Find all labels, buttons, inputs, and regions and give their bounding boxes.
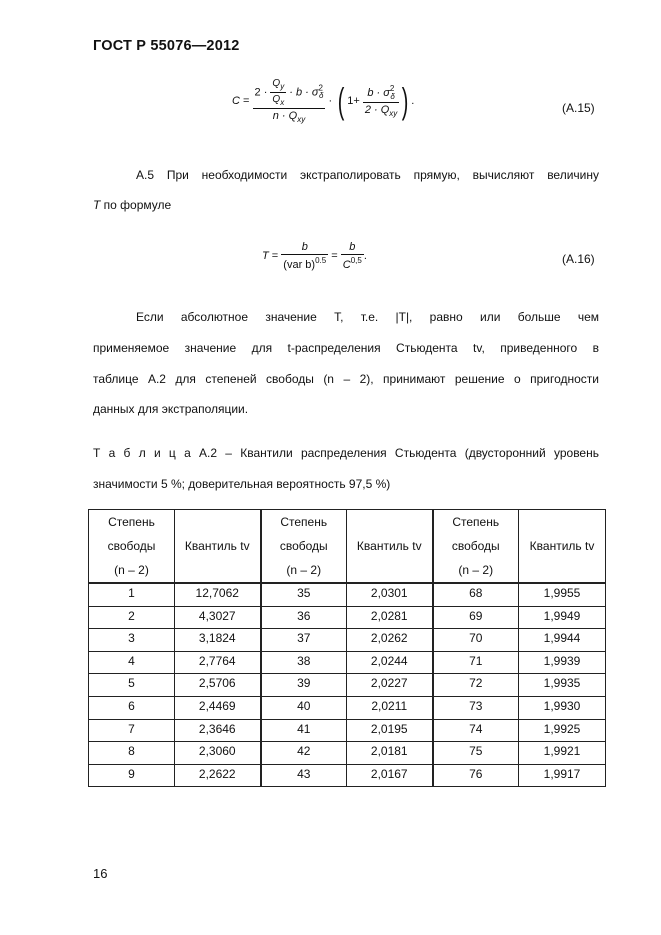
df-cell: 2 bbox=[89, 606, 175, 629]
df-cell: 41 bbox=[261, 719, 347, 742]
formula-a16-fraction2: $\frac{b}{C^{0,5}}$ bbox=[342, 241, 362, 271]
formula-a15 bbox=[232, 78, 414, 124]
df-cell: 6 bbox=[89, 696, 175, 719]
formula-a15-one-plus: 1+ bbox=[347, 94, 360, 107]
df-cell: 42 bbox=[261, 742, 347, 765]
header-quantile-3: Квантиль tv bbox=[519, 510, 606, 584]
quantile-cell: 1,9944 bbox=[519, 629, 606, 652]
df-cell: 36 bbox=[261, 606, 347, 629]
df-cell: 1 bbox=[89, 583, 175, 606]
df-cell: 39 bbox=[261, 674, 347, 697]
quantile-cell: 2,2622 bbox=[175, 764, 261, 787]
df-cell: 4 bbox=[89, 651, 175, 674]
formula-a15-main-fraction: 2 · $\frac{Q_y}{Q_x}$ · $b \cdot \sigma^2_\delta$ $n \cdot Q_{xy}$ bbox=[254, 78, 324, 124]
quantile-cell: 1,9925 bbox=[519, 719, 606, 742]
page-number: 16 bbox=[93, 866, 108, 881]
para-a5-line1: А.5 При необходимости экстраполировать прямую, вычисляют величину bbox=[136, 168, 599, 182]
quantile-cell: 2,0262 bbox=[347, 629, 433, 652]
formula-a15-end: . bbox=[411, 94, 415, 107]
table-row bbox=[89, 629, 606, 652]
formula-a15-dot: · bbox=[328, 94, 333, 107]
df-cell: 3 bbox=[89, 629, 175, 652]
quantile-cell: 2,3060 bbox=[175, 742, 261, 765]
formula-a15-number: (A.15) bbox=[562, 101, 595, 115]
quantile-cell: 4,3027 bbox=[175, 606, 261, 629]
para-abs-line1: Если абсолютное значение T, т.е. |T|, равно или больше чем bbox=[136, 310, 599, 324]
student-quantiles-table bbox=[88, 509, 606, 787]
quantile-cell: 2,0227 bbox=[347, 674, 433, 697]
df-cell: 71 bbox=[433, 651, 519, 674]
quantile-cell: 2,4469 bbox=[175, 696, 261, 719]
df-cell: 43 bbox=[261, 764, 347, 787]
quantile-cell: 1,9917 bbox=[519, 764, 606, 787]
table-row bbox=[89, 719, 606, 742]
quantile-cell: 2,0281 bbox=[347, 606, 433, 629]
table-row bbox=[89, 764, 606, 787]
df-cell: 8 bbox=[89, 742, 175, 765]
df-cell: 74 bbox=[433, 719, 519, 742]
header-quantile-1: Квантиль tv bbox=[175, 510, 261, 584]
para-abs-line2: применяемое значение для t-распределения Стьюдента tv, приведенного в bbox=[93, 341, 599, 355]
formula-a16-fraction1: $\frac{b}{(var b)^{0.5}}$ bbox=[283, 241, 327, 271]
quantile-cell: 1,9955 bbox=[519, 583, 606, 606]
formula-a16-eq1: = bbox=[271, 249, 279, 262]
para-a5-line2: T по формуле bbox=[93, 198, 172, 212]
formula-a15-inner-fraction: $\frac{b \cdot \sigma^2_\delta}{2 \cdot Q_{xy}}$ bbox=[364, 84, 398, 118]
formula-a16-number: (A.16) bbox=[562, 252, 595, 266]
quantile-cell: 12,7062 bbox=[175, 583, 261, 606]
formula-a15-qratio: $\frac{Q_y}{Q_x}$ bbox=[272, 78, 285, 107]
quantile-cell: 2,0181 bbox=[347, 742, 433, 765]
df-cell: 69 bbox=[433, 606, 519, 629]
df-cell: 72 bbox=[433, 674, 519, 697]
formula-a16-lhs: T bbox=[262, 249, 269, 262]
quantile-cell: 2,0167 bbox=[347, 764, 433, 787]
header-df-2: Степень свободы (n – 2) bbox=[261, 510, 347, 584]
df-cell: 9 bbox=[89, 764, 175, 787]
quantile-cell: 2,0244 bbox=[347, 651, 433, 674]
formula-a15-eq: = bbox=[243, 94, 250, 107]
table-row bbox=[89, 651, 606, 674]
left-paren-glyph: ( bbox=[337, 80, 345, 121]
header-df-1: Степень свободы (n – 2) bbox=[89, 510, 175, 584]
df-cell: 7 bbox=[89, 719, 175, 742]
quantile-cell: 1,9930 bbox=[519, 696, 606, 719]
df-cell: 38 bbox=[261, 651, 347, 674]
formula-a15-b-sigma: · b · σ bbox=[289, 86, 319, 99]
table-caption-line2: значимости 5 %; доверительная вероятность 97,5 %) bbox=[93, 477, 391, 491]
para-abs-line3: таблице А.2 для степеней свободы (n – 2), принимают решение о пригодности bbox=[93, 372, 599, 386]
df-cell: 73 bbox=[433, 696, 519, 719]
formula-a15-coef: 2 · bbox=[254, 86, 268, 99]
quantile-cell: 1,9939 bbox=[519, 651, 606, 674]
table-row bbox=[89, 674, 606, 697]
table-row bbox=[89, 606, 606, 629]
df-cell: 5 bbox=[89, 674, 175, 697]
formula-a16 bbox=[262, 241, 367, 271]
quantile-cell: 2,0195 bbox=[347, 719, 433, 742]
right-paren-glyph: ) bbox=[401, 80, 409, 121]
quantile-cell: 2,0301 bbox=[347, 583, 433, 606]
formula-a16-end: . bbox=[363, 249, 367, 262]
table-row bbox=[89, 742, 606, 765]
quantile-cell: 3,1824 bbox=[175, 629, 261, 652]
table-row bbox=[89, 696, 606, 719]
para-abs-line4: данных для экстраполяции. bbox=[93, 402, 249, 416]
formula-a15-den: n · Q bbox=[272, 110, 298, 122]
df-cell: 68 bbox=[433, 583, 519, 606]
df-cell: 75 bbox=[433, 742, 519, 765]
table-row bbox=[89, 583, 606, 606]
df-cell: 40 bbox=[261, 696, 347, 719]
table-header-row bbox=[89, 510, 606, 584]
quantile-cell: 2,3646 bbox=[175, 719, 261, 742]
quantile-cell: 2,5706 bbox=[175, 674, 261, 697]
quantile-cell: 2,7764 bbox=[175, 651, 261, 674]
header-quantile-2: Квантиль tv bbox=[347, 510, 433, 584]
df-cell: 76 bbox=[433, 764, 519, 787]
df-cell: 35 bbox=[261, 583, 347, 606]
quantile-cell: 2,0211 bbox=[347, 696, 433, 719]
quantile-cell: 1,9935 bbox=[519, 674, 606, 697]
quantile-cell: 1,9949 bbox=[519, 606, 606, 629]
document-header: ГОСТ Р 55076—2012 bbox=[93, 38, 240, 54]
header-df-3: Степень свободы (n – 2) bbox=[433, 510, 519, 584]
formula-a16-eq2: = bbox=[331, 249, 338, 262]
table-caption-line1: Т а б л и ц а А.2 – Квантили распределения Стьюдента (двусторонний уровень bbox=[93, 446, 599, 460]
df-cell: 37 bbox=[261, 629, 347, 652]
quantile-cell: 1,9921 bbox=[519, 742, 606, 765]
df-cell: 70 bbox=[433, 629, 519, 652]
formula-a15-lhs: C bbox=[232, 94, 240, 107]
